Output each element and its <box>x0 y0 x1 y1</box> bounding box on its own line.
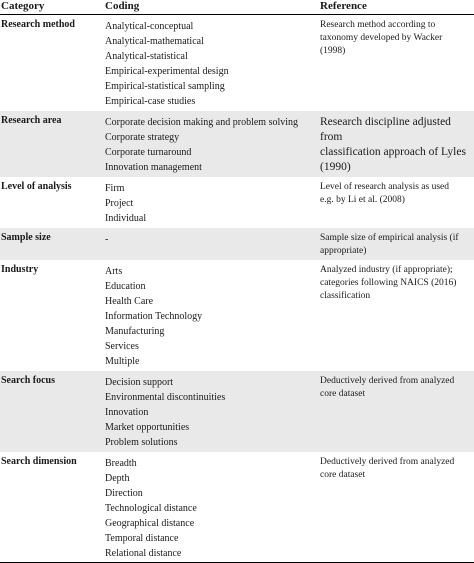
coding-item: Corporate strategy <box>105 132 180 143</box>
category-cell: Research method <box>1 19 75 30</box>
reference-text: Deductively derived from analyzed core dataset <box>320 376 455 399</box>
coding-item: Market opportunities <box>105 422 190 433</box>
coding-list <box>101 375 320 450</box>
coding-item: Innovation management <box>105 162 202 173</box>
reference-text: Research discipline adjusted from classification approach of Lyles (1990) <box>320 116 466 173</box>
coding-list <box>101 181 320 226</box>
coding-item: Project <box>105 198 134 209</box>
reference-text: Sample size of empirical analysis (if appropriate) <box>320 233 459 256</box>
coding-item: Firm <box>105 183 125 194</box>
coding-item: Breadth <box>105 458 137 469</box>
coding-item: Arts <box>105 266 123 277</box>
coding-list <box>101 264 320 369</box>
reference-cell <box>320 177 474 228</box>
reference-text: Research method according to taxonomy developed by Wacker (1998) <box>320 20 443 56</box>
coding-item: Decision support <box>105 377 174 388</box>
reference-cell <box>320 371 474 452</box>
coding-cell <box>101 452 320 563</box>
coding-item: Environmental discontinuities <box>105 392 226 403</box>
coding-item: Empirical-case studies <box>105 96 196 107</box>
coding-list <box>101 232 320 247</box>
coding-item: Temporal distance <box>105 533 179 544</box>
coding-item: Direction <box>105 488 143 499</box>
coding-item: Education <box>105 281 146 292</box>
coding-item: Depth <box>105 473 130 484</box>
category-cell: Search dimension <box>0 452 101 563</box>
coding-list <box>101 456 320 561</box>
coding-list <box>101 115 320 175</box>
coding-item: Corporate decision making and problem solving <box>105 117 299 128</box>
coding-item: Analytical-conceptual <box>105 21 194 32</box>
coding-item: Services <box>105 341 139 352</box>
coding-cell <box>101 228 320 260</box>
coding-cell <box>101 260 320 371</box>
coding-cell <box>101 371 320 452</box>
reference-text: Analyzed industry (if appropriate); categories following NAICS (2016) classification <box>320 265 457 301</box>
table-row <box>0 371 474 452</box>
coding-item: Information Technology <box>105 311 203 322</box>
coding-cell <box>101 111 320 177</box>
coding-item: - <box>105 234 109 245</box>
coding-item: Empirical-statistical sampling <box>105 81 225 92</box>
coding-cell <box>101 177 320 228</box>
header-reference: Reference <box>320 0 474 15</box>
coding-item: Analytical-mathematical <box>105 36 204 47</box>
category-cell: Research area <box>0 111 101 177</box>
table-row <box>0 177 474 228</box>
reference-cell <box>320 260 474 371</box>
header-row <box>0 0 474 15</box>
coding-item: Health Care <box>105 296 154 307</box>
coding-item: Individual <box>105 213 147 224</box>
category-cell: Industry <box>1 264 39 275</box>
table-row <box>0 260 474 371</box>
reference-text: Level of research analysis as used e.g. by Li et al. (2008) <box>320 182 449 205</box>
reference-text: Deductively derived from analyzed core dataset <box>320 457 455 480</box>
coding-item: Empirical-experimental design <box>105 66 229 77</box>
table-row <box>0 15 474 112</box>
category-cell: Sample size <box>0 228 101 260</box>
coding-item: Corporate turnaround <box>105 147 192 158</box>
coding-cell <box>101 15 320 112</box>
table-row <box>0 228 474 260</box>
category-cell: Level of analysis <box>1 181 72 192</box>
coding-item: Multiple <box>105 356 140 367</box>
coding-item: Manufacturing <box>105 326 165 337</box>
reference-cell <box>320 452 474 563</box>
coding-list <box>101 19 320 109</box>
table-row <box>0 111 474 177</box>
table-body <box>0 15 474 563</box>
reference-cell <box>320 111 474 177</box>
header-category: Category <box>0 0 101 15</box>
reference-cell <box>320 228 474 260</box>
coding-item: Innovation <box>105 407 149 418</box>
coding-item: Relational distance <box>105 548 182 559</box>
coding-item: Geographical distance <box>105 518 195 529</box>
coding-item: Analytical-statistical <box>105 51 188 62</box>
coding-item: Problem solutions <box>105 437 178 448</box>
reference-cell <box>320 15 474 112</box>
header-coding: Coding <box>101 0 320 15</box>
coding-item: Technological distance <box>105 503 197 514</box>
table-row <box>0 452 474 563</box>
category-cell: Search focus <box>0 371 101 452</box>
